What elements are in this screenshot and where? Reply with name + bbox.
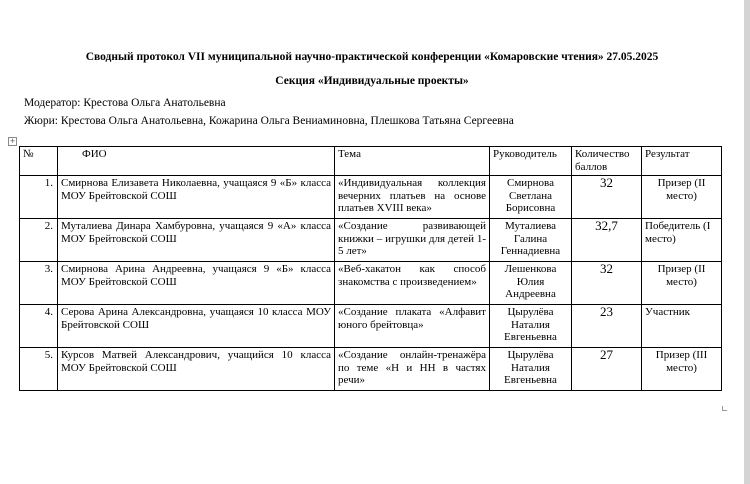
project-leader: Муталиева Галина Геннадиевна — [490, 219, 572, 262]
row-number: 2. — [20, 219, 58, 262]
row-number: 3. — [20, 262, 58, 305]
row-number: 1. — [20, 176, 58, 219]
moderator-line: Модератор: Крестова Ольга Анатольевна — [24, 97, 226, 109]
section-title: Секция «Индивидуальные проекты» — [275, 75, 469, 87]
column-header-result: Результат — [642, 147, 722, 176]
project-theme: «Веб-хакатон как способ знакомства с произведением» — [335, 262, 490, 305]
column-header-num: № — [20, 147, 58, 176]
score-value: 32,7 — [572, 219, 642, 262]
project-theme: «Индивидуальная коллекция вечерних платьев на основе платьев XVIII века» — [335, 176, 490, 219]
table-row — [20, 219, 722, 262]
project-leader: Цырулёва Наталия Евгеньевна — [490, 348, 572, 391]
column-header-leader: Руководитель — [490, 147, 572, 176]
table-move-handle-icon[interactable]: + — [9, 137, 16, 145]
result-value: Призер (III место) — [642, 348, 722, 391]
score-value: 27 — [572, 348, 642, 391]
project-theme: «Создание плаката «Алфавит юного брейтовца» — [335, 305, 490, 348]
results-table — [19, 146, 722, 391]
participant-name: Смирнова Елизавета Николаевна, учащаяся 9 «Б» класса МОУ Брейтовской СОШ — [58, 176, 335, 219]
table-row — [20, 305, 722, 348]
result-value: Участник — [642, 305, 722, 348]
column-header-score: Количество баллов — [572, 147, 642, 176]
project-leader: Лешенкова Юлия Андреевна — [490, 262, 572, 305]
score-value: 23 — [572, 305, 642, 348]
result-value: Победитель (I место) — [642, 219, 722, 262]
participant-name: Муталиева Динара Хамбуровна, учащаяся 9 «А» класса МОУ Брейтовской СОШ — [58, 219, 335, 262]
table-row — [20, 262, 722, 305]
participant-name: Курсов Матвей Александрович, учащийся 10 класса МОУ Брейтовской СОШ — [58, 348, 335, 391]
project-leader: Смирнова Светлана Борисовна — [490, 176, 572, 219]
table-header-row — [20, 147, 722, 176]
jury-line: Жюри: Крестова Ольга Анатольевна, Кожарина Ольга Вениаминовна, Плешкова Татьяна Сергеевна — [24, 115, 514, 127]
score-value: 32 — [572, 176, 642, 219]
table-row — [20, 176, 722, 219]
project-leader: Цырулёва Наталия Евгеньевна — [490, 305, 572, 348]
document-title: Сводный протокол VII муниципальной научно-практической конференции «Комаровские чтения» 27.05.2025 — [85, 51, 659, 63]
column-header-fio: ФИО — [58, 147, 335, 176]
column-header-theme: Тема — [335, 147, 490, 176]
project-theme: «Создание онлайн-тренажёра по теме «Н и НН в частях речи» — [335, 348, 490, 391]
row-number: 5. — [20, 348, 58, 391]
scrollbar-edge — [744, 0, 750, 484]
result-value: Призер (II место) — [642, 176, 722, 219]
participant-name: Смирнова Арина Андреевна, учащаяся 9 «Б» класса МОУ Брейтовской СОШ — [58, 262, 335, 305]
row-number: 4. — [20, 305, 58, 348]
project-theme: «Создание развивающей книжки – игрушки для детей 1-5 лет» — [335, 219, 490, 262]
score-value: 32 — [572, 262, 642, 305]
table-end-mark — [722, 406, 727, 411]
result-value: Призер (II место) — [642, 262, 722, 305]
participant-name: Серова Арина Александровна, учащаяся 10 класса МОУ Брейтовской СОШ — [58, 305, 335, 348]
table-row — [20, 348, 722, 391]
